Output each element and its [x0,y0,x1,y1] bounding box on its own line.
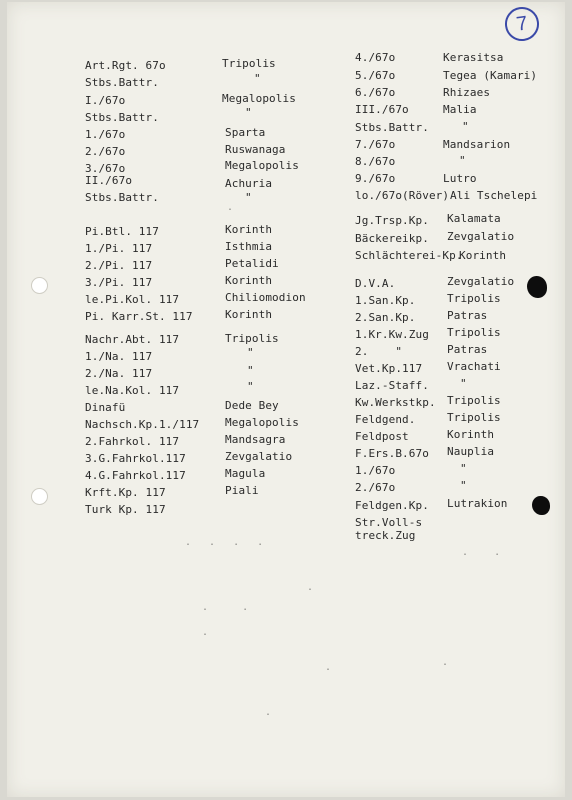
right-place: Kalamata [447,212,501,225]
dot-marks: . . [462,547,503,558]
left-place: Korinth [225,223,273,236]
right-place: " [460,377,467,390]
left-place: Mandsagra [225,433,286,446]
right-place: Malia [443,103,477,116]
right-unit: Feldgen.Kp. [355,499,429,512]
left-place: Petalidi [225,257,279,270]
right-place: Patras [447,309,488,322]
left-place: Achuria [225,177,273,190]
left-unit: 3.G.Fahrkol.117 [85,452,186,465]
right-place: Nauplia [447,445,495,458]
right-unit: 1.San.Kp. [355,294,416,307]
right-unit: 8./67o [355,155,396,168]
left-unit: 2.Fahrkol. 117 [85,435,180,448]
left-unit: le.Na.Kol. 117 [85,384,180,397]
right-unit: 5./67o [355,69,396,82]
left-place: Megalopolis [222,92,296,105]
right-place: " [459,154,466,167]
right-unit: 6./67o [355,86,396,99]
right-unit: Str.Voll-streck.Zug [355,516,423,542]
right-place: Rhizaes [443,86,491,99]
left-unit: 2./Pi. 117 [85,259,153,272]
right-place: Korinth [459,249,507,262]
right-place: " [462,120,469,133]
left-place: " [247,346,254,359]
right-place: Tripolis [447,326,501,339]
right-unit: 1.Kr.Kw.Zug [355,328,429,341]
right-place: Zevgalatio [447,275,515,288]
left-unit: Turk Kp. 117 [85,503,166,516]
page-number-circle: 7 [503,5,541,43]
punch-hole-icon [31,277,48,294]
right-unit: III./67o [355,103,409,116]
right-place: Ali Tschelepi [450,189,538,202]
right-place: Tegea (Kamari) [443,69,538,82]
left-unit: Nachsch.Kp.1./117 [85,418,200,431]
left-place: Dede Bey [225,399,279,412]
left-unit: 3./Pi. 117 [85,276,153,289]
left-place: Zevgalatio [225,450,293,463]
right-unit: 9./67o [355,172,396,185]
left-place: Megalopolis [225,416,299,429]
dot-marks: . [442,657,451,668]
right-place: Vrachati [447,360,501,373]
right-unit: Jg.Trsp.Kp. [355,214,429,227]
left-place: Piali [225,484,259,497]
dot-marks: . [227,202,236,213]
left-unit: Stbs.Battr. [85,191,159,204]
ink-blot [532,496,550,515]
left-unit: Dinafü [85,401,126,414]
left-unit: I./67o [85,94,126,107]
left-place: Magula [225,467,266,480]
document-page [7,2,565,797]
right-unit: 2.San.Kp. [355,311,416,324]
right-unit: Feldgend. [355,413,416,426]
right-place: Kerasitsa [443,51,504,64]
dot-marks: . [307,582,316,593]
left-unit: Stbs.Battr. [85,76,159,89]
right-unit: Bäckereikp. [355,232,429,245]
left-unit: Krft.Kp. 117 [85,486,166,499]
left-unit: 2./Na. 117 [85,367,153,380]
right-unit: Laz.-Staff. [355,379,429,392]
left-unit: Stbs.Battr. [85,111,159,124]
left-place: Chiliomodion [225,291,306,304]
left-place: Korinth [225,308,273,321]
left-place: " [254,72,261,85]
right-place: Mandsarion [443,138,511,151]
right-place: Tripolis [447,394,501,407]
right-place: Lutrakion [447,497,508,510]
left-unit: Art.Rgt. 67o [85,59,166,72]
left-unit: Pi. Karr.St. 117 [85,310,193,323]
left-unit: 1./Na. 117 [85,350,153,363]
right-place: Lutro [443,172,477,185]
dot-marks: . [265,707,274,718]
left-unit: 4.G.Fahrkol.117 [85,469,186,482]
dot-marks: . [325,662,334,673]
dot-marks: . . [202,602,251,613]
left-unit: Nachr.Abt. 117 [85,333,180,346]
right-place: Zevgalatio [447,230,515,243]
ink-blot [527,276,547,298]
right-place: Korinth [447,428,495,441]
right-unit: 7./67o [355,138,396,151]
right-place: " [460,462,467,475]
dot-marks: . . . . [185,537,266,548]
left-place: Isthmia [225,240,273,253]
right-unit: 4./67o [355,51,396,64]
left-place: Tripolis [222,57,276,70]
right-place: Tripolis [447,411,501,424]
left-place: Korinth [225,274,273,287]
right-unit: Feldpost [355,430,409,443]
left-place: " [245,191,252,204]
right-unit: lo./67o(Röver) [355,189,450,202]
left-unit: 2./67o [85,145,126,158]
left-unit: le.Pi.Kol. 117 [85,293,180,306]
punch-hole-icon [31,488,48,505]
right-place: Tripolis [447,292,501,305]
left-place: " [245,106,252,119]
left-place: Ruswanaga [225,143,286,156]
right-unit: 2./67o [355,481,396,494]
left-place: Megalopolis [225,159,299,172]
left-unit: 1./Pi. 117 [85,242,153,255]
left-unit: II./67o [85,174,133,187]
right-unit: Stbs.Battr. [355,121,429,134]
left-place: " [247,364,254,377]
left-unit: Pi.Btl. 117 [85,225,159,238]
left-unit: 1./67o [85,128,126,141]
right-place: " [460,479,467,492]
left-unit: 3./67o [85,162,126,175]
right-unit: Kw.Werkstkp. [355,396,436,409]
left-place: Sparta [225,126,266,139]
left-place: " [247,380,254,393]
right-unit: 1./67o [355,464,396,477]
right-unit: Schlächterei-Kp. [355,249,463,262]
left-place: Tripolis [225,332,279,345]
dot-marks: . [202,627,211,638]
right-unit: 2. " [355,345,403,358]
right-unit: Vet.Kp.117 [355,362,423,375]
right-unit: D.V.A. [355,277,396,290]
right-unit: F.Ers.B.67o [355,447,429,460]
right-place: Patras [447,343,488,356]
